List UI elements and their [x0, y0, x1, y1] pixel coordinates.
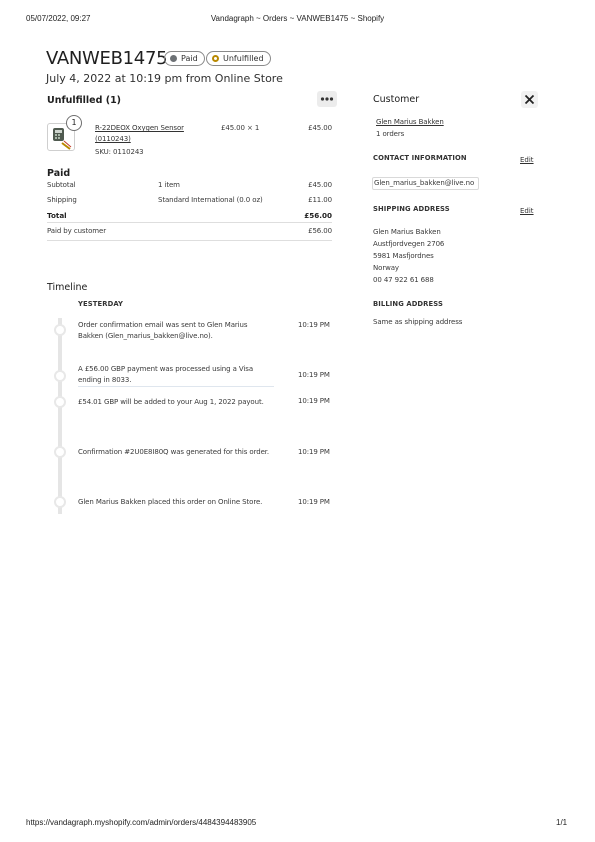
- order-subtitle: July 4, 2022 at 10:19 pm from Online Store: [46, 72, 283, 85]
- product-unit-price: £45.00 × 1: [221, 124, 260, 132]
- timeline-event-text: £54.01 GBP will be added to your Aug 1, 2022 payout.: [78, 398, 264, 406]
- paid-divider: [47, 240, 332, 241]
- timeline-event-dot: [54, 446, 66, 458]
- print-page-number: 1/1: [556, 818, 568, 827]
- timeline-title: Timeline: [47, 282, 88, 293]
- shipping-address-heading: SHIPPING ADDRESS: [373, 205, 450, 213]
- subtotal-amount: £45.00: [308, 181, 332, 189]
- subtotal-detail: 1 item: [158, 181, 180, 189]
- order-number: VANWEB1475: [46, 48, 168, 69]
- timeline-event-time: 10:19 PM: [298, 498, 330, 506]
- shipping-detail: Standard International (0.0 oz): [158, 196, 263, 204]
- close-customer-button[interactable]: [521, 91, 538, 108]
- total-label: Total: [47, 211, 67, 220]
- paid-dot-icon: [170, 55, 177, 62]
- billing-address-heading: BILLING ADDRESS: [373, 300, 443, 308]
- customer-email-link[interactable]: Glen_marius_bakken@live.no: [372, 177, 479, 190]
- customer-title: Customer: [373, 94, 420, 105]
- more-actions-button[interactable]: [317, 91, 337, 107]
- product-sku: SKU: 0110243: [95, 148, 144, 156]
- timeline-event-text: Glen Marius Bakken placed this order on Online Store.: [78, 498, 263, 506]
- unfulfilled-badge: Unfulfilled: [206, 51, 271, 66]
- shipping-line: 00 47 922 61 688: [373, 276, 434, 284]
- quantity-badge: 1: [66, 115, 82, 131]
- timeline-event-dot: [54, 370, 66, 382]
- paid-section-title: Paid: [47, 168, 71, 179]
- customer-orders-count: 1 orders: [376, 130, 405, 138]
- shipping-address-block: [373, 226, 444, 286]
- timeline-event-text: Order confirmation email was sent to Glen Marius Bakken (Glen_marius_bakken@live.no).: [78, 321, 248, 340]
- timeline-event-text: Confirmation #2U0E8I80Q was generated for this order.: [78, 448, 270, 456]
- shipping-line: Austfjordvegen 2706: [373, 240, 445, 248]
- timeline-event-time: 10:19 PM: [298, 321, 330, 329]
- shipping-line: Glen Marius Bakken: [373, 228, 441, 236]
- subtotal-label: Subtotal: [47, 181, 76, 189]
- shipping-label: Shipping: [47, 196, 77, 204]
- timeline-event-time: 10:19 PM: [298, 397, 330, 405]
- timeline-line: [58, 318, 62, 514]
- billing-address-text: Same as shipping address: [373, 318, 463, 326]
- total-divider: [47, 222, 332, 223]
- print-url[interactable]: https://vandagraph.myshopify.com/admin/orders/4484394483905: [26, 818, 257, 827]
- unfulfilled-title: Unfulfilled (1): [47, 95, 122, 106]
- timeline-event-time: 10:19 PM: [298, 371, 330, 379]
- contact-information-heading: CONTACT INFORMATION: [373, 154, 467, 162]
- product-line-total: £45.00: [308, 124, 332, 132]
- shipping-line: 5981 Masfjordnes: [373, 252, 434, 260]
- customer-name-link[interactable]: Glen Marius Bakken: [376, 118, 444, 126]
- paid-by-customer-amount: £56.00: [308, 227, 332, 235]
- more-horizontal-icon: [317, 91, 337, 107]
- edit-contact-button[interactable]: Edit: [520, 156, 534, 164]
- shipping-line: Norway: [373, 264, 399, 272]
- paid-badge: Paid: [164, 51, 205, 66]
- unfulfilled-dot-icon: [212, 55, 219, 62]
- timeline-event-dot: [54, 496, 66, 508]
- edit-shipping-button[interactable]: Edit: [520, 207, 534, 215]
- timeline-event-dot: [54, 324, 66, 336]
- timeline-event-text[interactable]: A £56.00 GBP payment was processed using a Visa ending in 8033.: [78, 364, 274, 387]
- timeline-day-label: YESTERDAY: [78, 300, 124, 308]
- product-name-link[interactable]: R-22DEOX Oxygen Sensor (0110243): [95, 124, 184, 143]
- close-icon: [521, 91, 538, 108]
- print-datetime: 05/07/2022, 09:27: [26, 14, 91, 23]
- print-title: Vandagraph ~ Orders ~ VANWEB1475 ~ Shopify: [210, 14, 385, 23]
- timeline-event-time: 10:19 PM: [298, 448, 330, 456]
- timeline-event-dot: [54, 396, 66, 408]
- paid-by-customer-label: Paid by customer: [47, 227, 106, 235]
- total-amount: £56.00: [304, 211, 332, 220]
- shipping-amount: £11.00: [308, 196, 332, 204]
